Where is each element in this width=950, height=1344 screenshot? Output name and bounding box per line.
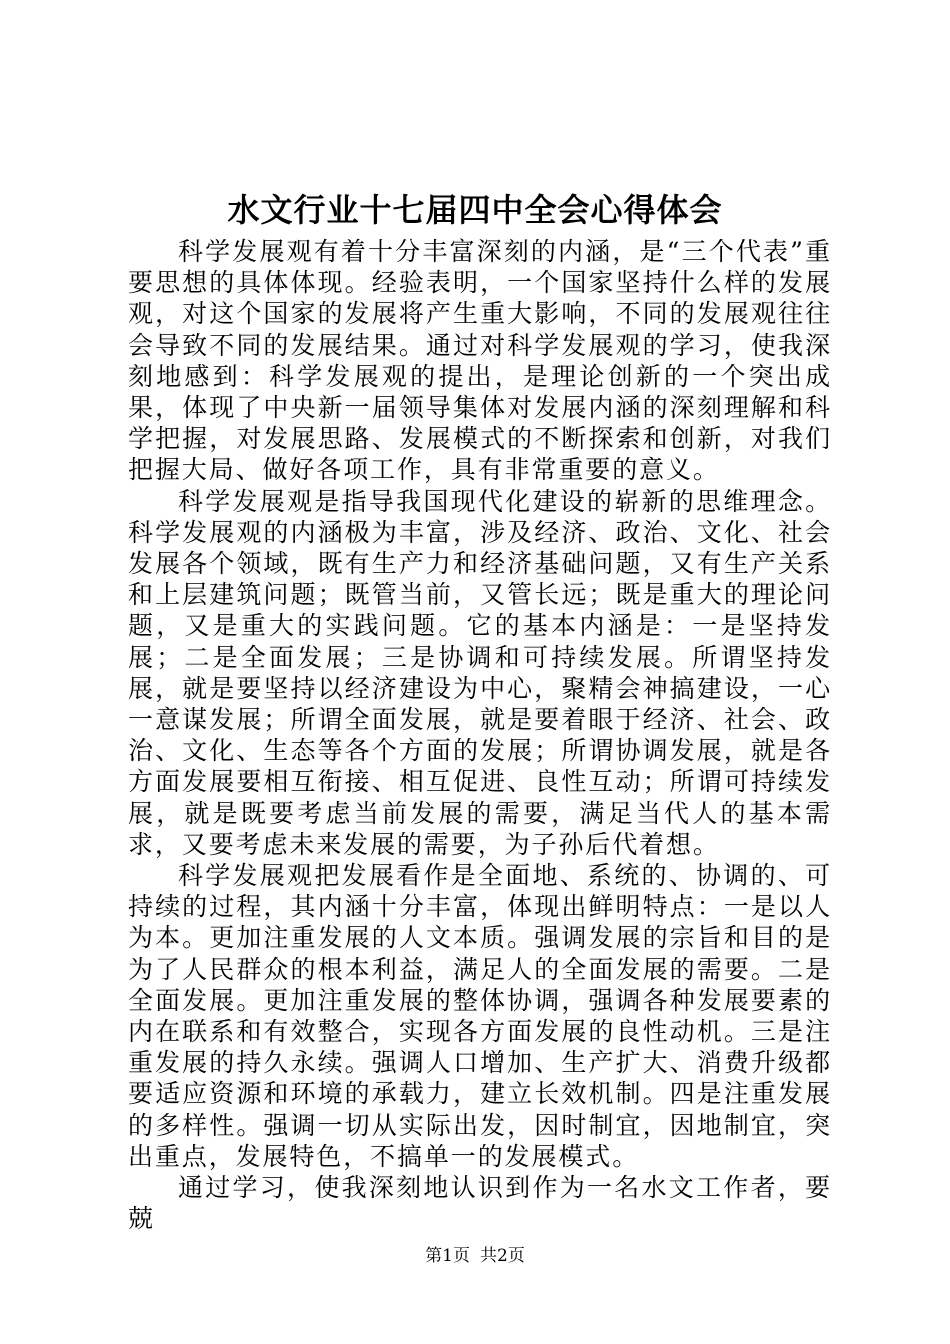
page-footer [0, 1244, 950, 1268]
paragraph-3: 科学发展观把发展看作是全面地、系统的、协调的、可持续的过程，其内涵十分丰富，体现出鲜明特点：一是以人为本。更加注重发展的人文本质。强调发展的宗旨和目的是为了人民群众的根本利益，满足人的全面发展的需要。二是全面发展。更加注重发展的整体协调，强调各种发展要素的内在联系和有效整合，实现各方面发展的良性动机。三是注重发展的持久永续。强调人口增加、生产扩大、消费升级都要适应资源和环境的承载力，建立长效机制。四是注重发展的多样性。强调一切从实际出发，因时制宜，因地制宜，突出重点，发展特色，不搞单一的发展模式。 [128, 861, 832, 1171]
paragraph-4: 通过学习，使我深刻地认识到作为一名水文工作者，要兢 [128, 1173, 832, 1234]
page-total: 共2页 [480, 1246, 525, 1266]
paragraph-2: 科学发展观是指导我国现代化建设的崭新的思维理念。科学发展观的内涵极为丰富，涉及经济、政治、文化、社会发展各个领域，既有生产力和经济基础问题，又有生产关系和上层建筑问题；既管当前，又管长远；既是重大的理论问题，又是重大的实践问题。它的基本内涵是：一是坚持发展；二是全面发展；三是协调和可持续发展。所谓坚持发展，就是要坚持以经济建设为中心，聚精会神搞建设，一心一意谋发展；所谓全面发展，就是要着眼于经济、社会、政治、文化、生态等各个方面的发展；所谓协调发展，就是各方面发展要相互衔接、相互促进、良性互动；所谓可持续发展，就是既要考虑当前发展的需要，满足当代人的基本需求，又要考虑未来发展的需要，为子孙后代着想。 [128, 486, 832, 859]
paragraph-1: 科学发展观有着十分丰富深刻的内涵，是“三个代表”重要思想的具体体现。经验表明，一个国家坚持什么样的发展观，对这个国家的发展将产生重大影响，不同的发展观往往会导致不同的发展结果。通过对科学发展观的学习，使我深刻地感到：科学发展观的提出，是理论创新的一个突出成果，体现了中央新一届领导集体对发展内涵的深刻理解和科学把握，对发展思路、发展模式的不断探索和创新，对我们把握大局、做好各项工作，具有非常重要的意义。 [128, 237, 832, 485]
document-title: 水文行业十七届四中全会心得体会 [227, 191, 723, 229]
document-body [128, 236, 832, 1235]
page-number: 第1页 [425, 1246, 470, 1266]
